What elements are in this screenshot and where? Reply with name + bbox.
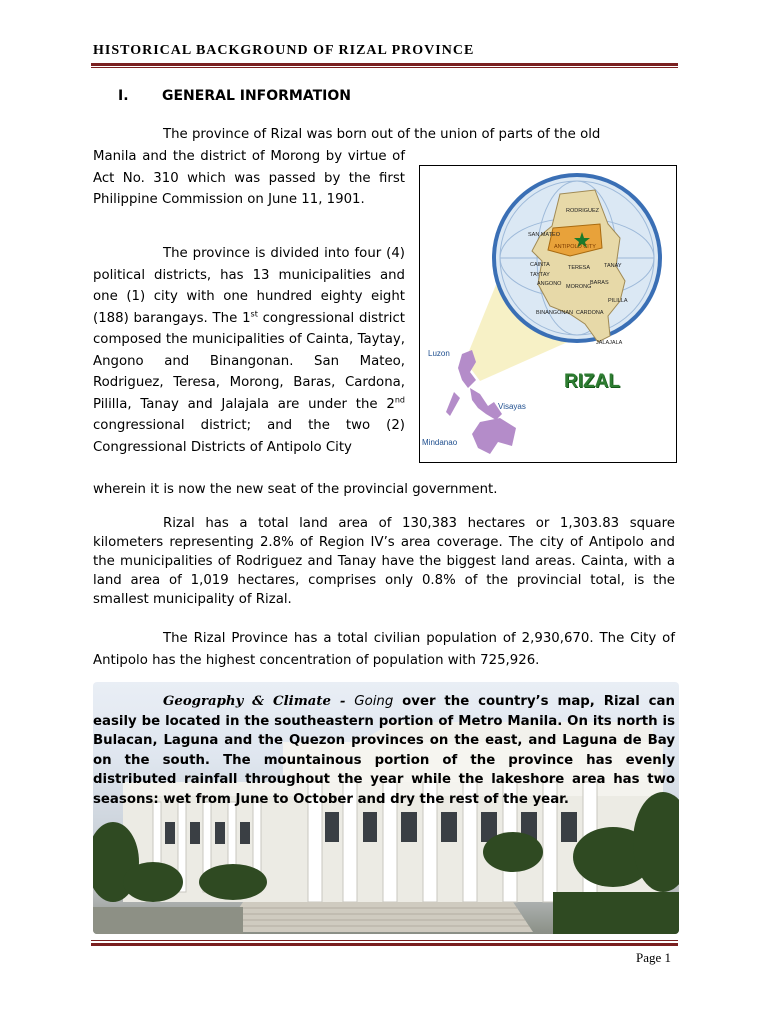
map-label-visayas: Visayas	[498, 402, 526, 411]
map-town: RODRIGUEZ	[566, 208, 599, 214]
paragraph-2-last-line: wherein it is now the new seat of the provincial government.	[93, 482, 498, 497]
page-number: Page 1	[636, 950, 672, 965]
paragraph-3: Rizal has a total land area of 130,383 hectares or 1,303.83 square kilometers representing 2.8% of Region IV’s area coverage. The city of Antipolo and the municipalities of Rodriguez and Tanay have the biggest land areas. Cainta, with a land area of 1,019 hectares, comprises only 0.8% of the provincial total, is the smallest municipality of Rizal.	[93, 516, 675, 607]
map-title-rizal: RIZAL	[564, 371, 620, 392]
footer-rule-thin	[91, 940, 678, 941]
map-town: CARDONA	[576, 310, 604, 316]
rizal-map-figure	[419, 165, 677, 463]
page-header-title: HISTORICAL BACKGROUND OF RIZAL PROVINCE	[93, 43, 475, 58]
geography-climate-paragraph: Geography & Climate - Going over the country’s map, Rizal can easily be located in the southeastern portion of Metro Manila. On its north is Bulacan, Laguna and the Quezon provinces on the east, and Laguna de Bay on the south. The mountainous portion of the province has evenly distributed rainfall throughout the year while the lakeshore area has two seasons: wet from June to October and dry the rest of the year.	[93, 694, 675, 807]
map-town: BINANGONAN	[536, 310, 573, 316]
section-heading	[118, 88, 351, 104]
footer-rule-thick	[91, 943, 678, 946]
map-town: ANTIPOLO CITY	[554, 244, 596, 250]
map-town: TERESA	[568, 265, 591, 271]
section-title: GENERAL INFORMATION	[162, 88, 351, 104]
header-rule-thin	[91, 67, 678, 68]
section-number: I.	[118, 88, 129, 104]
map-town: BARAS	[590, 280, 609, 286]
paragraph-4: The Rizal Province has a total civilian population of 2,930,670. The City of Antipolo has the highest concentration of population with 725,926.	[93, 631, 675, 668]
map-town: ANGONO	[537, 281, 562, 287]
map-town: MORONG	[566, 284, 592, 290]
map-label-mindanao: Mindanao	[422, 438, 458, 447]
map-label-luzon: Luzon	[428, 349, 450, 358]
paragraph-2: The province is divided into four (4) political districts, has 13 municipalities and one (1) city with one hundred eighty eight (188) barangays. The 1st congressional district composed the municipalities of Cainta, Taytay, Angono and Binangonan. San Mateo, Rodriguez, Teresa, Morong, Baras, Cardona, Pililla, Tanay and Jalajala are under the 2nd congressional district; and the two (2) Congressional Districts of Antipolo City	[93, 246, 405, 455]
map-town: TAYTAY	[530, 272, 550, 278]
paragraph-1-first-line: The province of Rizal was born out of the union of parts of the old	[163, 127, 601, 142]
header-rule-thick	[91, 63, 678, 66]
map-town: CAINTA	[530, 262, 550, 268]
map-town: SAN MATEO	[528, 232, 560, 238]
map-town: TANAY	[604, 263, 622, 269]
map-town: PILILLA	[608, 298, 628, 304]
map-town: JALAJALA	[596, 340, 623, 346]
geography-heading: Geography & Climate -	[163, 694, 346, 709]
paragraph-1-rest: Manila and the district of Morong by virtue of Act No. 310 which was passed by the first Philippine Commission on June 11, 1901.	[93, 149, 405, 207]
